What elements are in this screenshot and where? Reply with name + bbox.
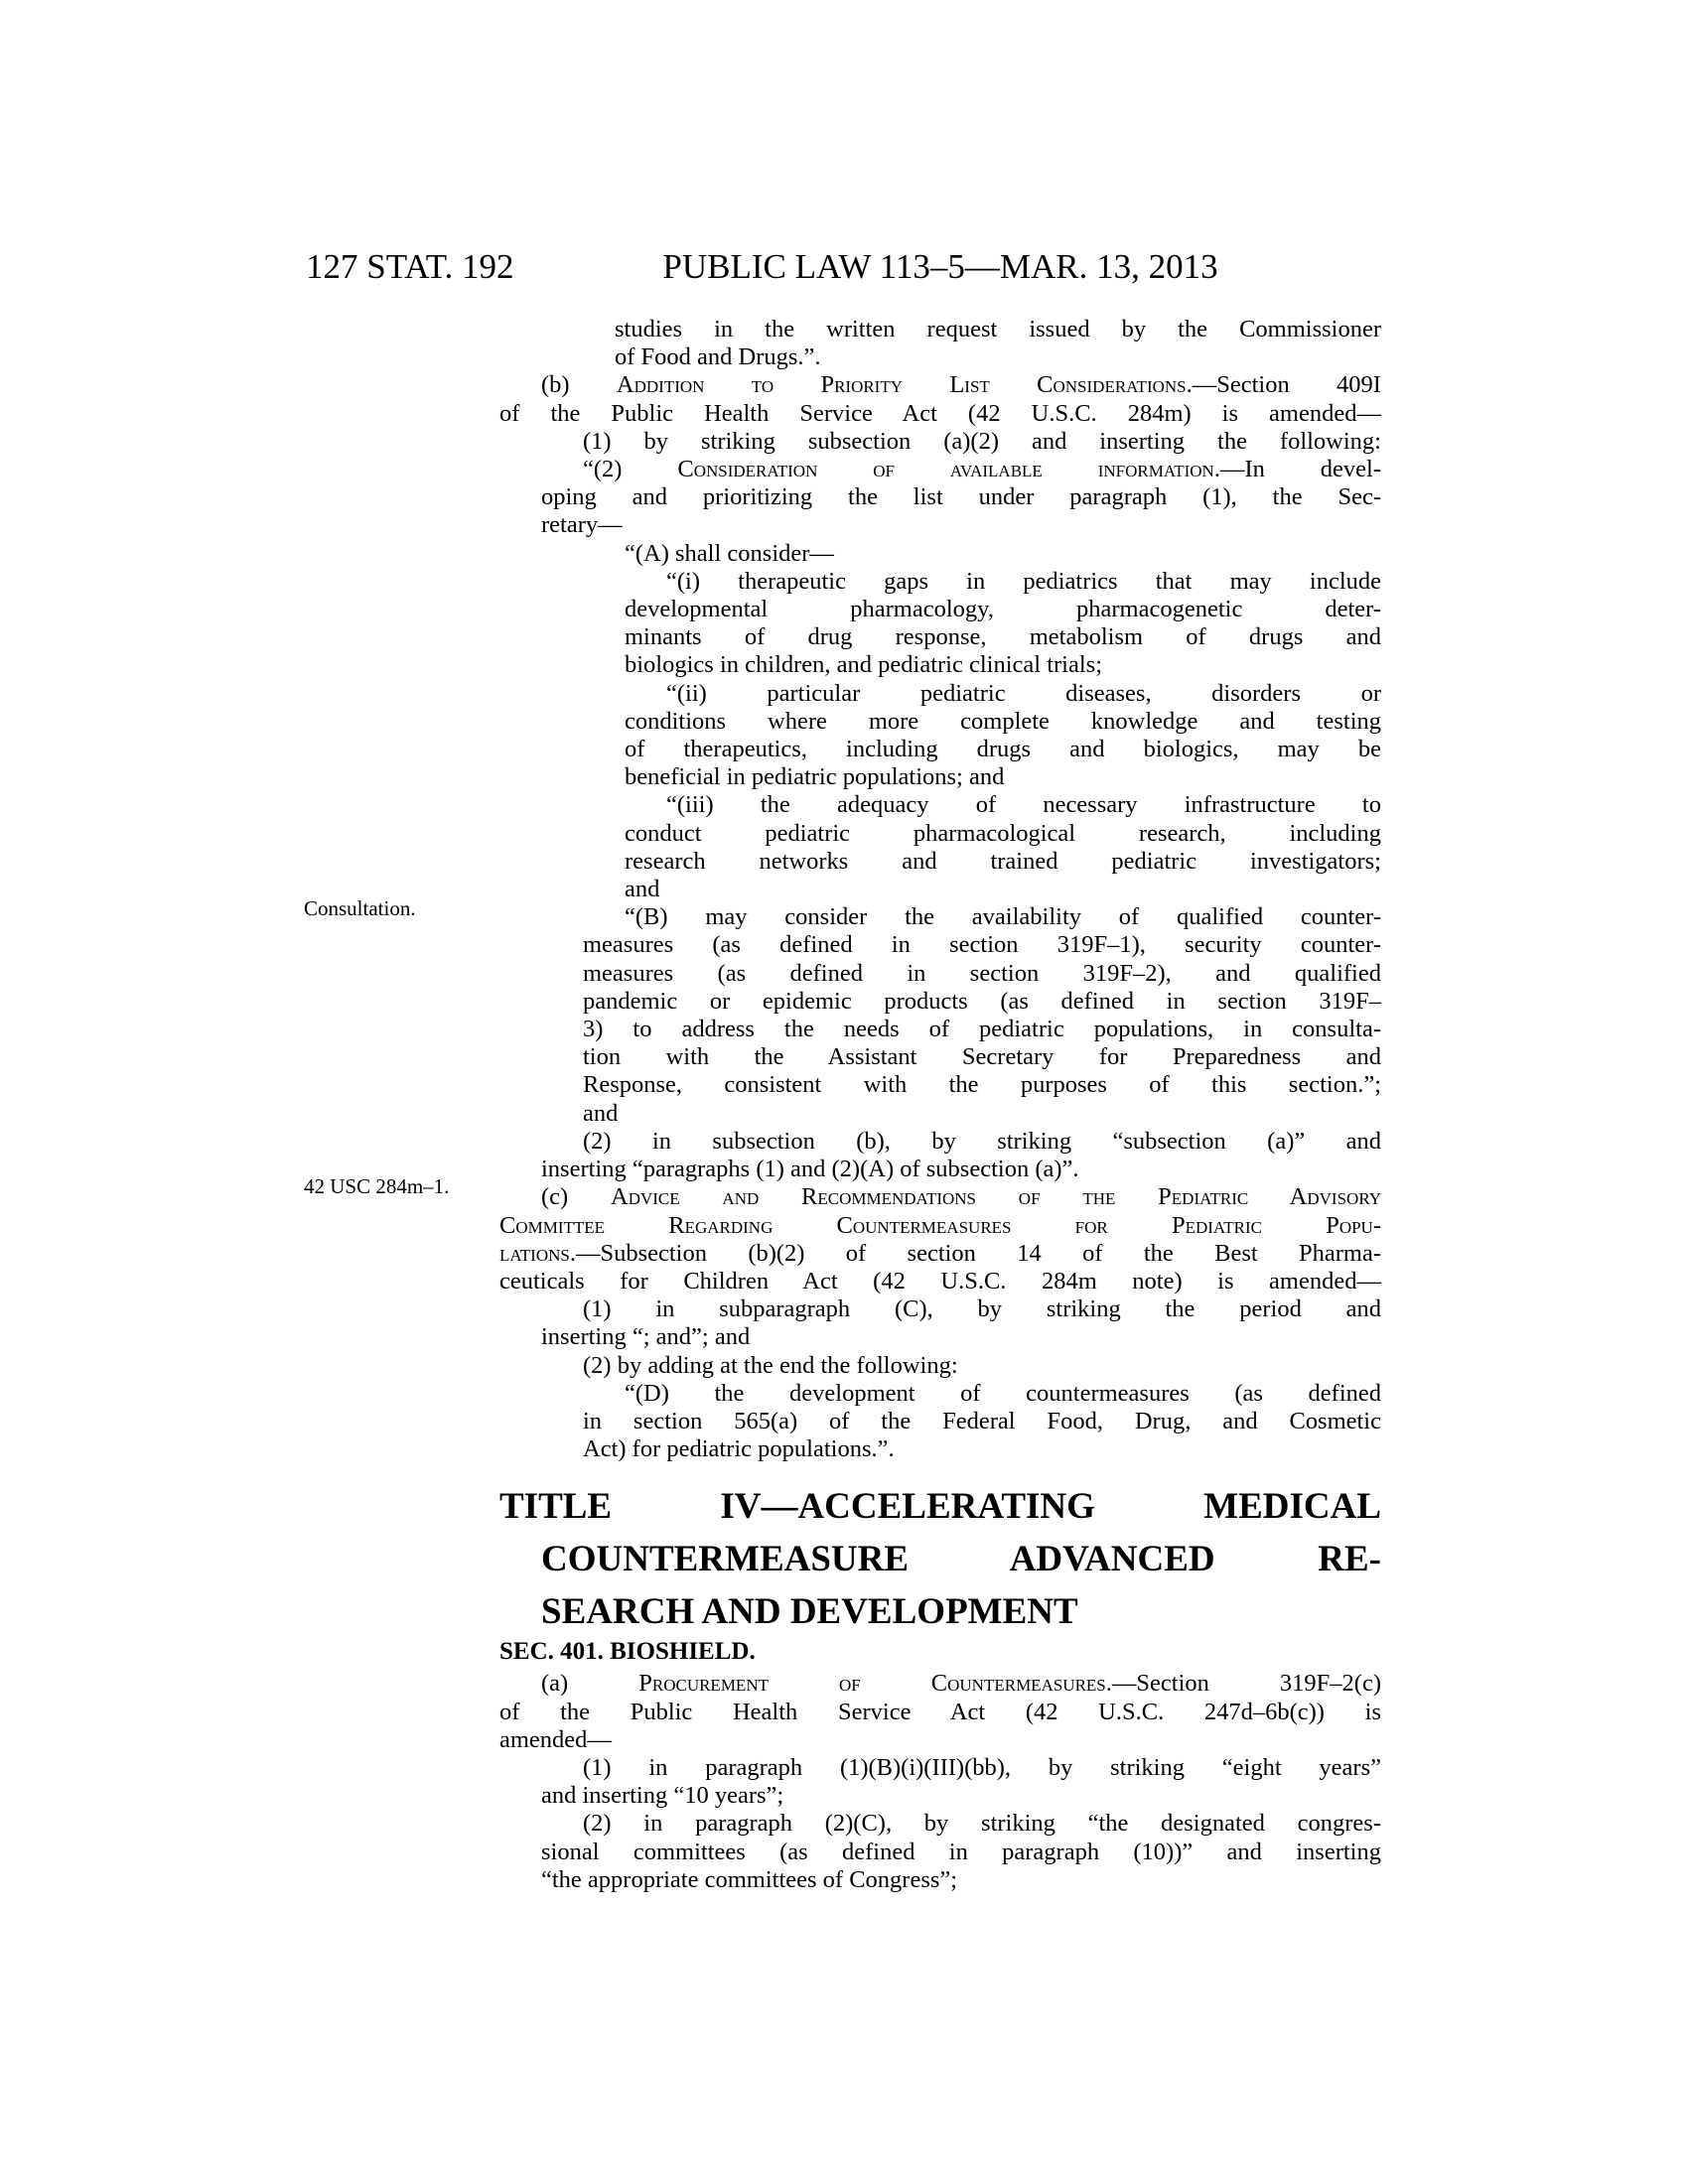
statute-line: (2) in subsection (b), by striking “subsection (a)” and [583, 1127, 1381, 1155]
statute-line: and [583, 1099, 619, 1127]
statute-line: ceuticals for Children Act (42 U.S.C. 284m note) is amended— [499, 1267, 1381, 1295]
statute-line: Response, consistent with the purposes of this section.”; [583, 1071, 1381, 1099]
statute-line: lations.—Subsection (b)(2) of section 14 of the Best Pharma- [499, 1239, 1381, 1267]
sec-401-body-lines [499, 1670, 1381, 1894]
statute-line: amended— [499, 1725, 612, 1753]
small-caps-text: lations [499, 1239, 570, 1267]
statute-line: and inserting “10 years”; [541, 1782, 784, 1810]
statute-line: “(D) the development of countermeasures (as defined [625, 1379, 1381, 1407]
margin-note-consultation: Consultation. [304, 896, 416, 920]
statute-line: sional committees (as defined in paragraph (10))” and inserting [541, 1838, 1381, 1865]
statute-line: (b) Addition to Priority List Considerations.—Section 409I [541, 371, 1381, 399]
statute-line: Act) for pediatric populations.”. [583, 1435, 895, 1463]
statute-line: “the appropriate committees of Congress”; [541, 1865, 958, 1893]
statute-line: pandemic or epidemic products (as defined in section 319F– [583, 987, 1381, 1015]
statute-line: “(B) may consider the availability of qualified counter- [625, 903, 1381, 931]
statute-text-column [499, 316, 1381, 1894]
statute-line: “(ii) particular pediatric diseases, disorders or [666, 679, 1381, 707]
statute-line: of Food and Drugs.”. [615, 343, 821, 371]
small-caps-text: Procurement of Countermeasures [638, 1670, 1106, 1698]
statute-line: of the Public Health Service Act (42 U.S.C. 284m) is amended— [499, 399, 1381, 427]
page-number: 127 STAT. 192 [306, 247, 514, 286]
statute-line: (a) Procurement of Countermeasures.—Section 319F–2(c) [541, 1670, 1381, 1698]
statute-line: studies in the written request issued by the Commissioner [615, 316, 1381, 342]
sec-401-heading: SEC. 401. BIOSHIELD. [499, 1638, 756, 1666]
statute-line: (1) by striking subsection (a)(2) and inserting the following: [583, 427, 1381, 455]
running-head-law-title: PUBLIC LAW 113–5—MAR. 13, 2013 [662, 247, 1218, 286]
statute-line [499, 1212, 1381, 1240]
statute-line: of therapeutics, including drugs and biologics, may be [625, 736, 1381, 763]
statute-line: developmental pharmacology, pharmacogenetic deter- [625, 596, 1381, 623]
statute-line: conduct pediatric pharmacological research, including [625, 819, 1381, 847]
statute-line: “(2) Consideration of available information.—In devel- [583, 456, 1381, 483]
statute-line: inserting “; and”; and [541, 1323, 751, 1351]
statute-line: minants of drug response, metabolism of drugs and [625, 623, 1381, 651]
statute-line: in section 565(a) of the Federal Food, Drug, and Cosmetic [583, 1407, 1381, 1434]
statute-line: “(A) shall consider— [625, 539, 834, 567]
statute-line: “(iii) the adequacy of necessary infrastructure to [666, 791, 1381, 819]
title-heading-line: COUNTERMEASURE ADVANCED RE- [541, 1539, 1381, 1580]
small-caps-text: Consideration of available information [677, 456, 1214, 483]
statute-line: conditions where more complete knowledge and testing [625, 707, 1381, 735]
margin-note-usc-citation: 42 USC 284m–1. [304, 1174, 450, 1198]
statute-line: (2) by adding at the end the following: [583, 1351, 958, 1379]
statute-line: retary— [541, 511, 623, 539]
statute-line: inserting “paragraphs (1) and (2)(A) of subsection (a)”. [541, 1156, 1079, 1183]
statute-line: of the Public Health Service Act (42 U.S.C. 247d–6b(c)) is [499, 1698, 1381, 1725]
statute-line: biologics in children, and pediatric clinical trials; [625, 651, 1103, 679]
statute-line: measures (as defined in section 319F–1), security counter- [583, 931, 1381, 959]
section-body-lines [499, 316, 1381, 1463]
statute-line: (2) in paragraph (2)(C), by striking “the designated congres- [583, 1810, 1381, 1838]
statute-line: beneficial in pediatric populations; and [625, 763, 1005, 791]
statute-line: measures (as defined in section 319F–2), and qualified [583, 959, 1381, 987]
title-iv-heading [499, 1480, 1381, 1638]
statute-line: oping and prioritizing the list under paragraph (1), the Sec- [541, 483, 1381, 511]
small-caps-text: Committee Regarding Countermeasures for Pediatric Popu- [499, 1211, 1381, 1239]
statute-line: 3) to address the needs of pediatric populations, in consulta- [583, 1016, 1381, 1043]
statute-line: and [625, 876, 660, 903]
statute-line: tion with the Assistant Secretary for Preparedness and [583, 1043, 1381, 1071]
statute-line: “(i) therapeutic gaps in pediatrics that may include [666, 567, 1381, 595]
small-caps-text: Advice and Recommendations of the Pediatric Advisory [611, 1183, 1381, 1211]
title-heading-line: TITLE IV—ACCELERATING MEDICAL [499, 1486, 1381, 1528]
statute-line: (1) in paragraph (1)(B)(i)(III)(bb), by striking “eight years” [583, 1753, 1381, 1781]
small-caps-text: Addition to Priority List Considerations [616, 371, 1187, 399]
statute-line: research networks and trained pediatric investigators; [625, 847, 1381, 875]
statute-line: (c) Advice and Recommendations of the Pediatric Advisory [541, 1183, 1381, 1211]
statute-line: (1) in subparagraph (C), by striking the period and [583, 1296, 1381, 1323]
title-heading-line: SEARCH AND DEVELOPMENT [541, 1591, 1078, 1633]
